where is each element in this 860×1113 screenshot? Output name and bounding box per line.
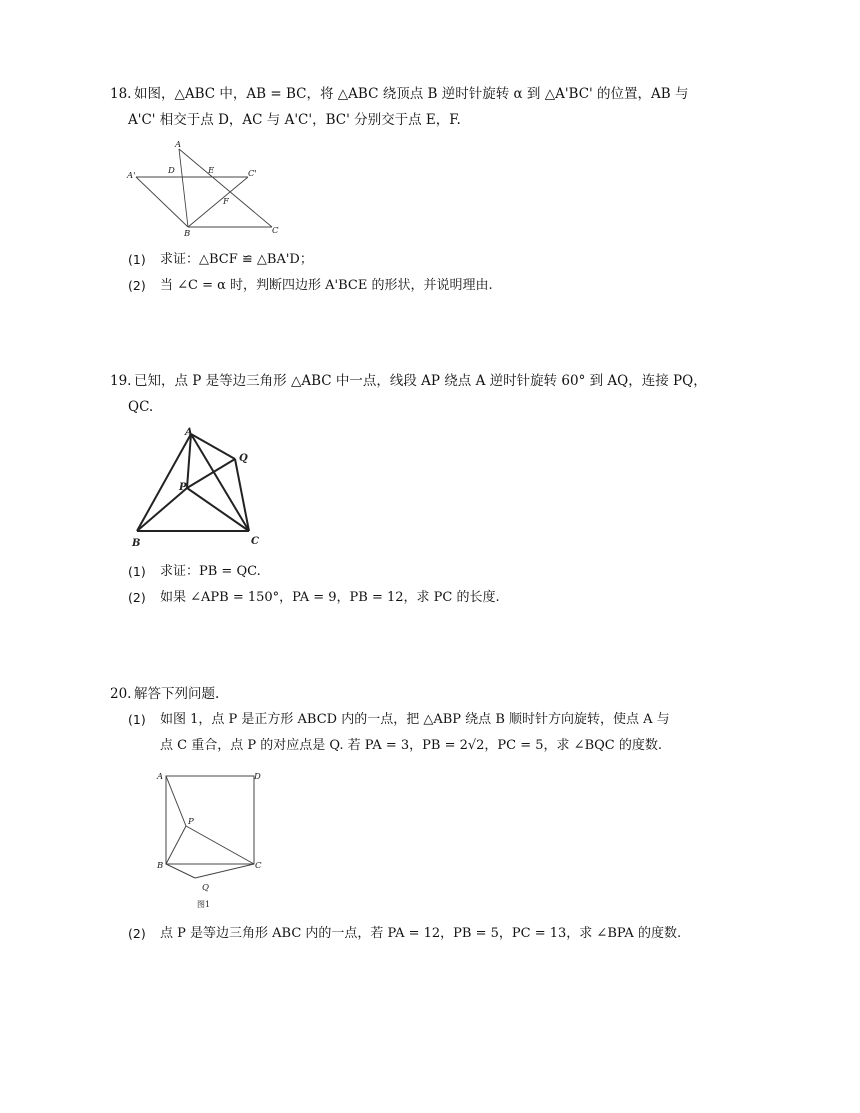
q19-figure — [126, 424, 266, 552]
q18-label-f: F — [223, 197, 229, 207]
q20-figure — [152, 766, 270, 914]
q18-line-bc1 — [188, 177, 248, 227]
q18-label-c: C — [272, 226, 279, 236]
q19-line-pq — [187, 459, 235, 488]
q18-line2: A'C' 相交于点 D，AC 与 A'C'，BC' 分别交于点 E，F. — [128, 112, 461, 128]
q19-part1-text: 求证：PB = QC. — [160, 564, 261, 579]
q19-line2: QC. — [128, 399, 154, 415]
q18-part1-num: (1) — [128, 252, 146, 267]
q19-line-pc — [187, 488, 249, 531]
q18-number: 18. — [110, 86, 132, 102]
q19-label-b: B — [132, 538, 141, 549]
q19-part2-num: (2) — [128, 590, 146, 605]
q19-part1-num: (1) — [128, 564, 146, 579]
q18-line-a1b — [136, 177, 188, 227]
q18-label-e: E — [208, 166, 215, 176]
q20-line1: 解答下列问题. — [134, 686, 220, 702]
q20-part1-text2: 点 C 重合，点 P 的对应点是 Q. 若 PA = 3，PB = 2√2，PC = 5，求 ∠BQC 的度数. — [160, 738, 662, 753]
q20-part2-num: (2) — [128, 926, 146, 941]
q20-part2-text: 点 P 是等边三角形 ABC 内的一点，若 PA = 12，PB = 5，PC = 13，求 ∠BPA 的度数. — [160, 926, 682, 941]
q18-line-ab — [179, 149, 188, 227]
q20-line-bq — [166, 864, 195, 878]
q19-line1: 已知，点 P 是等边三角形 △ABC 中一点，线段 AP 绕点 A 逆时针旋转 60° 到 AQ，连接 PQ， — [134, 373, 707, 389]
q19-part2-text: 如果 ∠APB = 150°，PA = 9，PB = 12，求 PC 的长度. — [160, 590, 500, 605]
q19-line-pb — [137, 488, 187, 531]
q20-line-ap — [166, 776, 186, 826]
q18-label-a: A — [175, 140, 182, 150]
q20-label-c: C — [255, 861, 262, 871]
q19-label-c: C — [251, 536, 259, 547]
q18-part1-text: 求证：△BCF ≌ △BA'D； — [160, 252, 313, 267]
q18-part2-text: 当 ∠C = α 时，判断四边形 A'BCE 的形状，并说明理由. — [160, 278, 493, 293]
q19-label-p: P — [179, 482, 187, 493]
q20-line-qc — [195, 864, 254, 878]
q18-label-c1: C' — [248, 169, 257, 179]
q20-label-b: B — [157, 861, 164, 871]
q18-line1: 如图，△ABC 中，AB = BC，将 △ABC 绕顶点 B 逆时针旋转 α 到 △A'BC' 的位置，AB 与 — [134, 86, 689, 102]
q19-label-q: Q — [239, 453, 248, 464]
q18-label-d: D — [168, 166, 175, 176]
q18-figure — [122, 138, 292, 238]
q18-part2-num: (2) — [128, 278, 146, 293]
q19-number: 19. — [110, 373, 132, 389]
q20-label-d: D — [254, 772, 261, 782]
q20-label-q: Q — [202, 883, 209, 893]
q20-label-p: P — [188, 817, 194, 827]
q20-figure-caption: 图1 — [197, 900, 211, 909]
q18-label-b: B — [184, 229, 191, 238]
q19-label-a: A — [185, 427, 193, 438]
q20-part1-num: (1) — [128, 712, 146, 727]
q20-line-pb — [166, 826, 186, 864]
q20-line-pc — [186, 826, 254, 864]
q18-line-ac — [179, 149, 272, 227]
q20-label-a: A — [157, 772, 164, 782]
q20-part1-text: 如图 1，点 P 是正方形 ABCD 内的一点，把 △ABP 绕点 B 顺时针方向旋转，使点 A 与 — [160, 712, 670, 727]
q20-square-abcd — [166, 776, 254, 864]
q20-number: 20. — [110, 686, 132, 702]
q18-label-a1: A' — [127, 171, 136, 181]
